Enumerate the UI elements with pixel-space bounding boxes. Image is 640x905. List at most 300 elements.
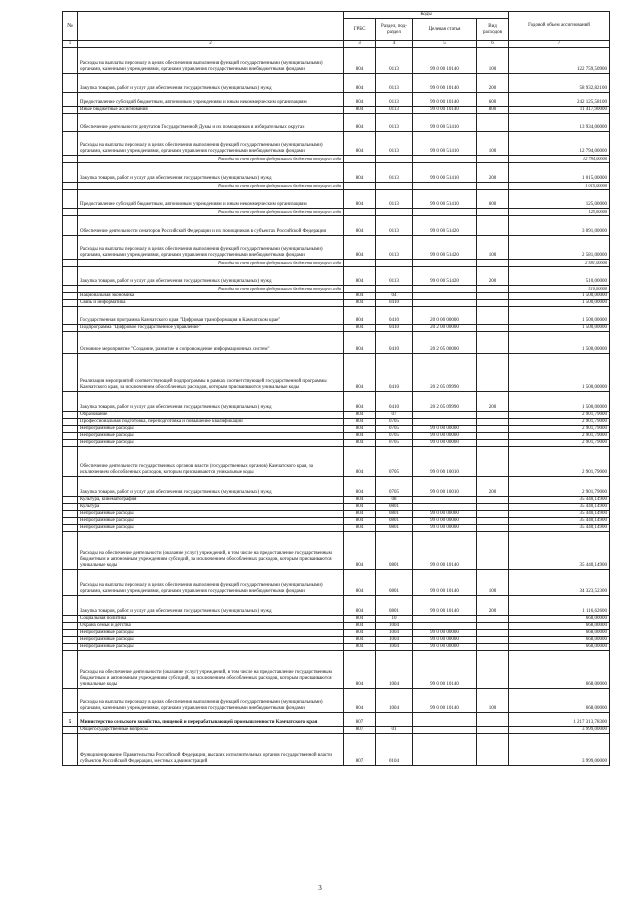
- row-grbs: 804: [344, 307, 376, 325]
- row-section: 0113: [376, 107, 413, 114]
- row-number: [63, 447, 78, 477]
- table-row: [63, 596, 610, 616]
- row-number: [63, 637, 78, 644]
- row-grbs: [344, 209, 376, 216]
- row-exp-type: 100: [477, 689, 509, 713]
- row-amount: 3 091,00000: [509, 216, 610, 236]
- col-number: 7: [509, 41, 610, 48]
- row-exp-type: [477, 518, 509, 525]
- row-exp-type: [477, 511, 509, 518]
- row-exp-type: [477, 713, 509, 727]
- row-section: 1004: [376, 623, 413, 630]
- row-grbs: 804: [344, 570, 376, 596]
- row-grbs: 804: [344, 412, 376, 419]
- row-amount: 35 440,14900: [509, 497, 610, 504]
- row-amount: 1 015,00000: [509, 163, 610, 183]
- row-name: Функционирование Правительства Российской Федерации, высших исполнительных органов государственной власти субъектов Российской Федерации, местных администраций: [78, 734, 344, 766]
- row-exp-type: [477, 447, 509, 477]
- row-exp-type: [477, 623, 509, 630]
- row-exp-type: [477, 532, 509, 570]
- row-grbs: 804: [344, 354, 376, 392]
- row-target: [413, 293, 477, 300]
- row-section: 1004: [376, 630, 413, 637]
- row-amount: 35 440,14900: [509, 525, 610, 532]
- row-number: [63, 48, 78, 74]
- row-name: Социальная политика: [78, 616, 344, 623]
- row-exp-type: [477, 114, 509, 132]
- row-amount: 1 500,00000: [509, 300, 610, 307]
- row-amount: 2 901,79000: [509, 419, 610, 426]
- row-grbs: 804: [344, 511, 376, 518]
- table-row: [63, 713, 610, 727]
- row-target: [413, 156, 477, 163]
- row-target: 20 2 05 00000: [413, 332, 477, 354]
- row-number: [63, 596, 78, 616]
- row-exp-type: [477, 325, 509, 332]
- row-name: Закупка товаров, работ и услуг для обеспечения государственных (муниципальных) нужд: [78, 267, 344, 286]
- row-exp-type: [477, 504, 509, 511]
- row-exp-type: [477, 156, 509, 163]
- row-target: 99 0 00 10140: [413, 48, 477, 74]
- row-target: 20 2 05 09990: [413, 354, 477, 392]
- row-amount: 668,00000: [509, 644, 610, 651]
- row-amount: 35 440,14900: [509, 532, 610, 570]
- row-grbs: 804: [344, 651, 376, 689]
- row-name: Обеспечение деятельности депутатов Государственной Думы и их помощников в избирательных округах: [78, 114, 344, 132]
- table-row: [63, 114, 610, 132]
- table-row: [63, 183, 610, 190]
- table-row: [63, 48, 610, 74]
- table-row: [63, 236, 610, 260]
- row-name: Иные бюджетные ассигнования: [78, 107, 344, 114]
- row-name: Расходы на выплаты персоналу в целях обеспечения выполнения функций государственными (муниципальными) органами, казенными учреждениями, органами управления государственными внебюджетными фондами: [78, 689, 344, 713]
- row-grbs: 804: [344, 623, 376, 630]
- table-row: [63, 412, 610, 419]
- row-number: [63, 183, 78, 190]
- row-section: 0410: [376, 332, 413, 354]
- table-row: [63, 107, 610, 114]
- row-exp-type: 600: [477, 190, 509, 209]
- row-number: [63, 616, 78, 623]
- row-number: [63, 260, 78, 267]
- row-amount: 3 999,00000: [509, 727, 610, 734]
- row-exp-type: 200: [477, 392, 509, 412]
- row-amount: 1 500,00000: [509, 325, 610, 332]
- row-amount: 2 901,79000: [509, 426, 610, 433]
- row-number: [63, 651, 78, 689]
- row-target: 99 0 00 51420: [413, 267, 477, 286]
- row-amount: 1 500,00000: [509, 354, 610, 392]
- row-target: 99 0 00 10010: [413, 477, 477, 497]
- col-number: 6: [477, 41, 509, 48]
- row-amount: 1 217 313,78300: [509, 713, 610, 727]
- row-grbs: 804: [344, 190, 376, 209]
- row-section: 0801: [376, 596, 413, 616]
- row-grbs: 807: [344, 727, 376, 734]
- row-target: [413, 209, 477, 216]
- row-exp-type: 200: [477, 163, 509, 183]
- column-number-row: [63, 41, 610, 48]
- row-number: [63, 216, 78, 236]
- row-grbs: 804: [344, 107, 376, 114]
- row-target: 99 0 00 10140: [413, 532, 477, 570]
- row-section: 07: [376, 412, 413, 419]
- row-number: [63, 570, 78, 596]
- row-amount: 510,00000: [509, 286, 610, 293]
- table-row: [63, 163, 610, 183]
- row-number: [63, 511, 78, 518]
- row-grbs: 804: [344, 325, 376, 332]
- row-name: Охрана семьи и детства: [78, 623, 344, 630]
- row-target: [413, 713, 477, 727]
- row-grbs: 804: [344, 48, 376, 74]
- row-grbs: [344, 183, 376, 190]
- row-number: [63, 236, 78, 260]
- row-amount: 122 759,50900: [509, 48, 610, 74]
- row-exp-type: [477, 293, 509, 300]
- row-section: 0705: [376, 477, 413, 497]
- row-section: 0705: [376, 447, 413, 477]
- row-target: [413, 412, 477, 419]
- row-number: [63, 156, 78, 163]
- row-name: Закупка товаров, работ и услуг для обеспечения государственных (муниципальных) нужд: [78, 392, 344, 412]
- col-number: 1: [63, 41, 78, 48]
- row-section: [376, 260, 413, 267]
- row-amount: 2 901,79000: [509, 412, 610, 419]
- table-row: [63, 525, 610, 532]
- row-grbs: 804: [344, 132, 376, 156]
- row-name: Расходы за счет средств федерального бюджета текущего года: [78, 286, 344, 293]
- table-row: [63, 433, 610, 440]
- row-grbs: 804: [344, 114, 376, 132]
- row-name: Предоставление субсидий бюджетным, автономным учреждениям и иным некоммерческим организациям: [78, 190, 344, 209]
- table-row: [63, 689, 610, 713]
- row-exp-type: [477, 637, 509, 644]
- row-amount: 1 015,00000: [509, 183, 610, 190]
- row-name: Расходы на выплаты персоналу в целях обеспечения выполнения функций государственными (муниципальными) органами, казенными учреждениями, органами управления государственными внебюджетными фондами: [78, 132, 344, 156]
- row-amount: 13 934,00000: [509, 114, 610, 132]
- row-section: 10: [376, 616, 413, 623]
- row-section: 0113: [376, 48, 413, 74]
- row-number: [63, 440, 78, 447]
- row-target: 99 0 00 00000: [413, 637, 477, 644]
- table-row: [63, 518, 610, 525]
- row-name: Национальная экономика: [78, 293, 344, 300]
- row-target: 99 0 00 00000: [413, 630, 477, 637]
- row-section: 0113: [376, 267, 413, 286]
- row-exp-type: [477, 440, 509, 447]
- row-name: Обеспечение деятельности государственных органов власти (государственных органов) Камчатского края, за исключением обособленных расходов, которым присваиваются уникальные коды: [78, 447, 344, 477]
- table-row: [63, 497, 610, 504]
- row-name: Культура: [78, 504, 344, 511]
- row-section: 0705: [376, 426, 413, 433]
- row-grbs: 804: [344, 293, 376, 300]
- row-number: [63, 93, 78, 107]
- row-number: [63, 286, 78, 293]
- header-no: №: [63, 12, 78, 41]
- row-number: [63, 392, 78, 412]
- row-section: 01: [376, 727, 413, 734]
- row-exp-type: 800: [477, 107, 509, 114]
- row-amount: 125,00000: [509, 190, 610, 209]
- row-name: Предоставление субсидий бюджетным, автономным учреждениям и иным некоммерческим организациям: [78, 93, 344, 107]
- row-target: 99 0 00 51410: [413, 190, 477, 209]
- row-section: 0113: [376, 74, 413, 93]
- row-number: [63, 419, 78, 426]
- row-number: [63, 325, 78, 332]
- row-amount: 12 794,00000: [509, 132, 610, 156]
- row-grbs: 804: [344, 525, 376, 532]
- row-amount: 242 125,58100: [509, 93, 610, 107]
- row-section: 0113: [376, 163, 413, 183]
- row-grbs: 804: [344, 332, 376, 354]
- table-row: [63, 132, 610, 156]
- row-target: 99 0 00 10140: [413, 570, 477, 596]
- row-target: 20 2 05 09990: [413, 392, 477, 412]
- row-amount: 1 500,00000: [509, 392, 610, 412]
- table-row: [63, 426, 610, 433]
- row-target: [413, 286, 477, 293]
- row-grbs: 804: [344, 216, 376, 236]
- row-exp-type: 100: [477, 48, 509, 74]
- row-grbs: 804: [344, 518, 376, 525]
- table-row: [63, 286, 610, 293]
- table-row: [63, 267, 610, 286]
- row-grbs: 804: [344, 267, 376, 286]
- table-row: [63, 300, 610, 307]
- row-section: 1004: [376, 651, 413, 689]
- row-amount: 1 116,62600: [509, 596, 610, 616]
- row-section: 0801: [376, 525, 413, 532]
- row-amount: 2 581,00000: [509, 236, 610, 260]
- row-target: [413, 183, 477, 190]
- row-amount: 668,00000: [509, 689, 610, 713]
- row-name: Расходы на обеспечение деятельности (оказание услуг) учреждений, в том числе на предоставление государственным бюджетным и автономным учреждениям субсидий, за исключением обособленных расходов, которым присваиваются уникальные коды: [78, 651, 344, 689]
- row-grbs: 804: [344, 392, 376, 412]
- table-row: [63, 727, 610, 734]
- row-name: Общегосударственные вопросы: [78, 727, 344, 734]
- row-target: [413, 504, 477, 511]
- row-exp-type: 200: [477, 596, 509, 616]
- row-target: 20 2 00 00000: [413, 325, 477, 332]
- row-number: [63, 209, 78, 216]
- row-target: 99 0 00 00000: [413, 426, 477, 433]
- row-name: Государственная программа Камчатского края "Цифровая трансформация в Камчатском крае": [78, 307, 344, 325]
- table-row: [63, 511, 610, 518]
- row-name: Подпрограмма "Цифровое государственное управление": [78, 325, 344, 332]
- row-exp-type: [477, 216, 509, 236]
- row-target: 99 0 00 51410: [413, 163, 477, 183]
- row-name: Непрограммные расходы: [78, 525, 344, 532]
- row-number: [63, 518, 78, 525]
- row-target: [413, 300, 477, 307]
- row-section: [376, 286, 413, 293]
- header-exp-type: Вид расходов: [477, 19, 509, 41]
- row-amount: 668,00000: [509, 623, 610, 630]
- row-section: 04: [376, 293, 413, 300]
- row-target: 99 0 00 10140: [413, 74, 477, 93]
- table-row: [63, 260, 610, 267]
- row-section: 1004: [376, 689, 413, 713]
- row-exp-type: [477, 616, 509, 623]
- row-number: [63, 532, 78, 570]
- row-target: 99 0 00 10140: [413, 107, 477, 114]
- table-row: [63, 570, 610, 596]
- col-number: 4: [376, 41, 413, 48]
- row-amount: 1 500,00000: [509, 293, 610, 300]
- row-number: [63, 74, 78, 93]
- row-section: [376, 209, 413, 216]
- budget-table: [62, 11, 610, 766]
- row-name: Культура, кинематография: [78, 497, 344, 504]
- row-number: [63, 477, 78, 497]
- col-number: 3: [344, 41, 376, 48]
- row-grbs: 804: [344, 596, 376, 616]
- row-grbs: [344, 156, 376, 163]
- row-target: 99 0 00 51420: [413, 236, 477, 260]
- row-amount: 668,00000: [509, 651, 610, 689]
- row-target: 99 0 00 51420: [413, 216, 477, 236]
- row-amount: 668,00000: [509, 637, 610, 644]
- row-section: 1004: [376, 644, 413, 651]
- row-section: 0705: [376, 419, 413, 426]
- table-row: [63, 307, 610, 325]
- row-section: 0801: [376, 518, 413, 525]
- row-name: Образование: [78, 412, 344, 419]
- row-section: 0113: [376, 93, 413, 107]
- row-section: 0113: [376, 190, 413, 209]
- row-number: [63, 689, 78, 713]
- row-name: Министерство сельского хозяйства, пищевой и перерабатывающей промышленности Камчатского края: [78, 713, 344, 727]
- row-number: [63, 727, 78, 734]
- row-amount: 35 440,14900: [509, 518, 610, 525]
- table-row: [63, 637, 610, 644]
- table-row: [63, 447, 610, 477]
- table-row: [63, 532, 610, 570]
- row-name: Расходы за счет средств федерального бюджета текущего года: [78, 209, 344, 216]
- table-body: [63, 48, 610, 766]
- row-number: [63, 412, 78, 419]
- table-row: [63, 477, 610, 497]
- row-section: 0801: [376, 511, 413, 518]
- row-target: [413, 734, 477, 766]
- row-target: 99 0 00 10010: [413, 447, 477, 477]
- row-grbs: [344, 260, 376, 267]
- row-grbs: 804: [344, 447, 376, 477]
- row-name: Непрограммные расходы: [78, 433, 344, 440]
- row-amount: 58 932,82100: [509, 74, 610, 93]
- row-section: 0113: [376, 216, 413, 236]
- row-section: 08: [376, 497, 413, 504]
- row-section: 0801: [376, 504, 413, 511]
- row-target: 99 0 00 00000: [413, 433, 477, 440]
- row-grbs: 804: [344, 689, 376, 713]
- row-name: Закупка товаров, работ и услуг для обеспечения государственных (муниципальных) нужд: [78, 596, 344, 616]
- row-name: Непрограммные расходы: [78, 644, 344, 651]
- row-exp-type: [477, 734, 509, 766]
- row-name: Непрограммные расходы: [78, 440, 344, 447]
- row-amount: 2 901,79000: [509, 440, 610, 447]
- row-exp-type: 100: [477, 132, 509, 156]
- row-target: 99 0 00 51410: [413, 132, 477, 156]
- header-name-blank: [78, 12, 344, 41]
- row-amount: 2 901,79000: [509, 447, 610, 477]
- row-name: Расходы на выплаты персоналу в целях обеспечения выполнения функций государственными (муниципальными) органами, казенными учреждениями, органами управления государственными внебюджетными фондами: [78, 570, 344, 596]
- row-exp-type: [477, 354, 509, 392]
- row-number: [63, 644, 78, 651]
- row-exp-type: [477, 525, 509, 532]
- row-name: Закупка товаров, работ и услуг для обеспечения государственных (муниципальных) нужд: [78, 477, 344, 497]
- row-grbs: 804: [344, 504, 376, 511]
- row-target: 99 0 00 00000: [413, 518, 477, 525]
- row-exp-type: [477, 286, 509, 293]
- row-amount: 3 999,00000: [509, 734, 610, 766]
- row-name: Связь и информатика: [78, 300, 344, 307]
- row-number: [63, 307, 78, 325]
- row-name: Непрограммные расходы: [78, 630, 344, 637]
- row-grbs: 807: [344, 713, 376, 727]
- table-header: [63, 12, 610, 48]
- row-exp-type: [477, 300, 509, 307]
- row-target: [413, 419, 477, 426]
- row-name: Закупка товаров, работ и услуг для обеспечения государственных (муниципальных) нужд: [78, 74, 344, 93]
- row-grbs: 804: [344, 163, 376, 183]
- header-target: Целевая статья: [413, 19, 477, 41]
- row-target: [413, 497, 477, 504]
- table-row: [63, 74, 610, 93]
- row-grbs: 804: [344, 426, 376, 433]
- row-number: [63, 354, 78, 392]
- header-codes: Коды: [344, 12, 509, 19]
- table-row: [63, 440, 610, 447]
- row-target: 99 0 00 00000: [413, 525, 477, 532]
- header-annual: Годовой объем ассигнований: [509, 12, 610, 41]
- row-target: [413, 727, 477, 734]
- table-row: [63, 293, 610, 300]
- row-amount: 11 417,90000: [509, 107, 610, 114]
- row-exp-type: [477, 419, 509, 426]
- row-name: Закупка товаров, работ и услуг для обеспечения государственных (муниципальных) нужд: [78, 163, 344, 183]
- row-section: 0410: [376, 354, 413, 392]
- row-name: Расходы на обеспечение деятельности (оказание услуг) учреждений, в том числе на предоставление государственным бюджетным и автономным учреждениям субсидий, за исключением обособленных расходов, которым присваиваются уникальные коды: [78, 532, 344, 570]
- row-target: 99 0 00 10140: [413, 651, 477, 689]
- row-number: [63, 132, 78, 156]
- row-number: 5: [63, 713, 78, 727]
- row-name: Расходы за счет средств федерального бюджета текущего года: [78, 156, 344, 163]
- row-grbs: 804: [344, 74, 376, 93]
- row-number: [63, 630, 78, 637]
- row-amount: 668,00000: [509, 630, 610, 637]
- row-grbs: 804: [344, 419, 376, 426]
- page-number: 3: [318, 884, 322, 892]
- row-exp-type: [477, 426, 509, 433]
- row-target: 20 0 00 00000: [413, 307, 477, 325]
- row-amount: 2 901,79000: [509, 433, 610, 440]
- row-grbs: [344, 286, 376, 293]
- row-grbs: 804: [344, 440, 376, 447]
- table-row: [63, 644, 610, 651]
- row-amount: 1 500,00000: [509, 332, 610, 354]
- table-row: [63, 93, 610, 107]
- row-number: [63, 623, 78, 630]
- row-number: [63, 433, 78, 440]
- row-number: [63, 114, 78, 132]
- row-target: 99 0 00 10140: [413, 596, 477, 616]
- row-name: Непрограммные расходы: [78, 637, 344, 644]
- row-amount: 1 500,00000: [509, 307, 610, 325]
- row-exp-type: [477, 497, 509, 504]
- row-grbs: 804: [344, 644, 376, 651]
